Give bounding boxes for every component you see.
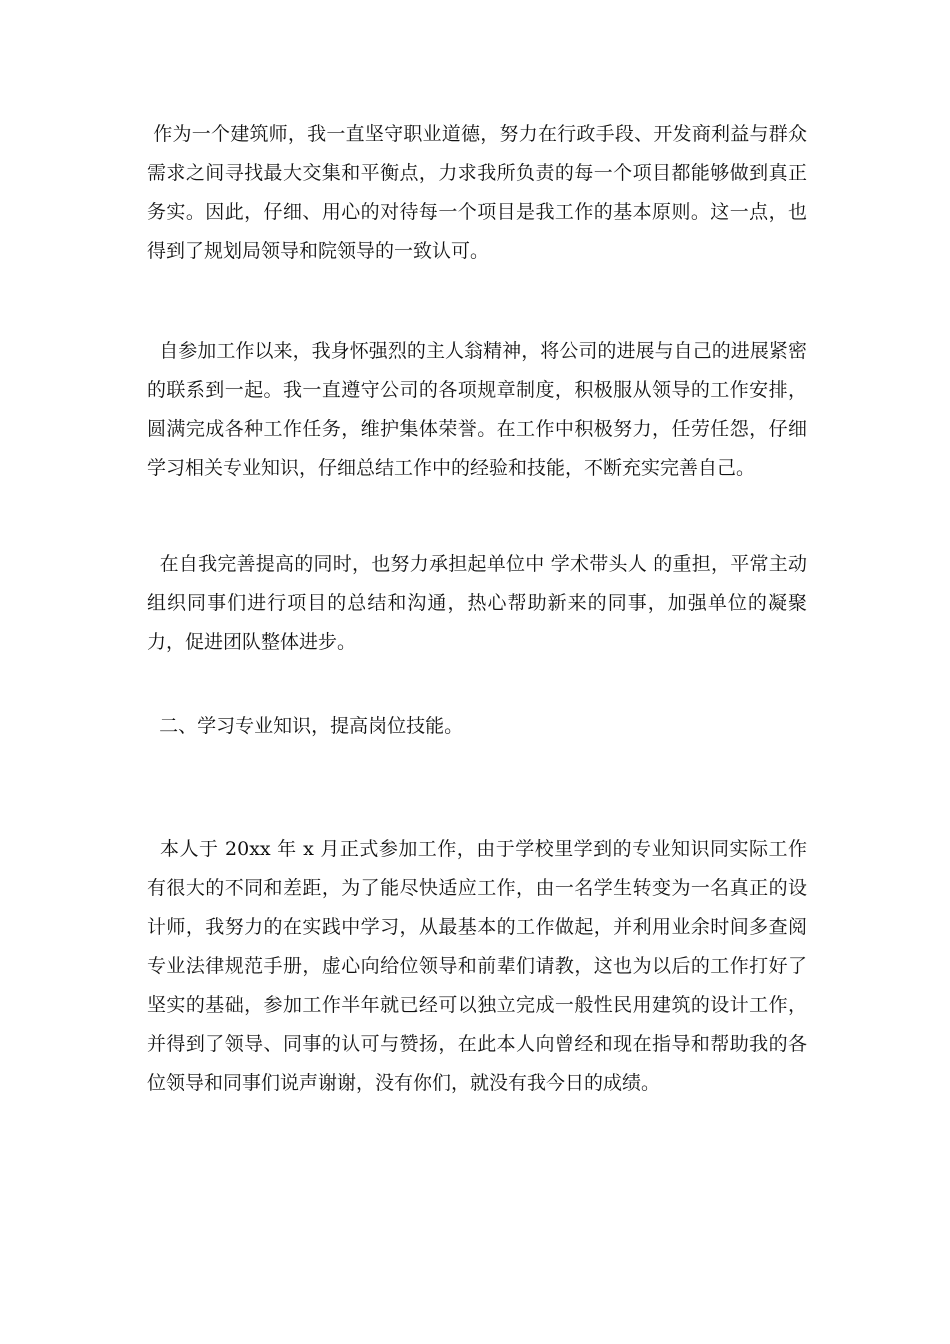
section-heading-skills: 二、学习专业知识，提高岗位技能。 [147, 715, 464, 737]
paragraph-team-leadership: 在自我完善提高的同时，也努力承担起单位中 学术带头人 的重担，平常主动组织同事们进行项目的总结和沟通，热心帮助新来的同事，加强单位的凝聚力，促进团队整体进步。 [147, 553, 807, 653]
paragraph-work-attitude: 自参加工作以来，我身怀强烈的主人翁精神，将公司的进展与自己的进展紧密的联系到一起。我一直遵守公司的各项规章制度，积极服从领导的工作安排，圆满完成各种工作任务，维护集体荣誉。在工作中积极努力，任劳任怨，仔细学习相关专业知识，仔细总结工作中的经验和技能，不断充实完善自己。 [147, 340, 807, 479]
paragraph-architect-ethics: 作为一个建筑师，我一直坚守职业道德，努力在行政手段、开发商利益与群众需求之间寻找最大交集和平衡点，力求我所负责的每一个项目都能够做到真正务实。因此，仔细、用心的对待每一个项目是我工作的基本原则。这一点，也得到了规划局领导和院领导的一致认可。 [147, 123, 807, 262]
paragraph-professional-growth: 本人于 20xx 年 x 月正式参加工作，由于学校里学到的专业知识同实际工作有很大的不同和差距，为了能尽快适应工作，由一名学生转变为一名真正的设计师，我努力的在实践中学习，从最基本的工作做起，并利用业余时间多查阅专业法律规范手册，虚心向给位领导和前辈们请教，这也为以后的工作打好了坚实的基础，参加工作半年就已经可以独立完成一般性民用建筑的设计工作，并得到了领导、同事的认可与赞扬，在此本人向曾经和现在指导和帮助我的各位领导和同事们说声谢谢，没有你们，就没有我今日的成绩。 [147, 838, 807, 1094]
